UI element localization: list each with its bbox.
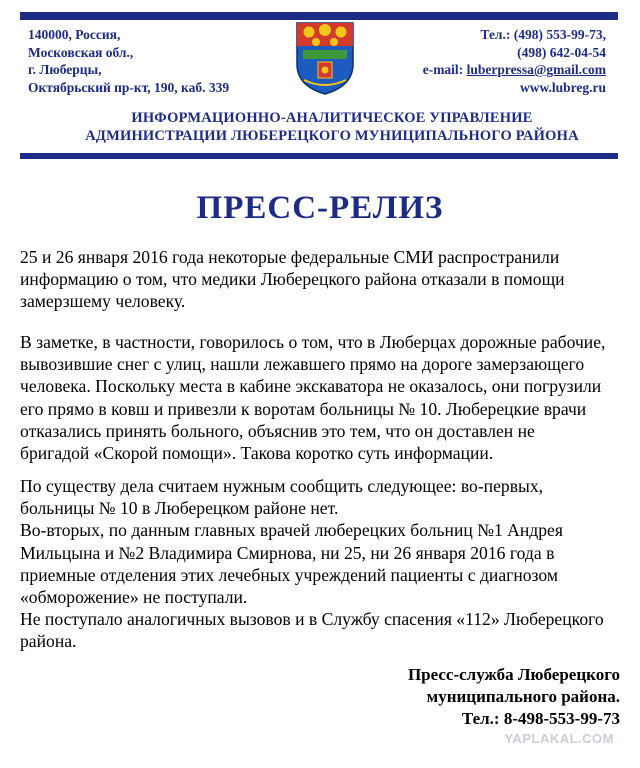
document-title: ПРЕСС-РЕЛИЗ (196, 190, 444, 226)
text-line: бригадой «Скорой помощи». Такова коротко суть информации. (20, 443, 494, 464)
contact-block (423, 26, 606, 96)
address-line: Московская обл., (28, 44, 134, 60)
org-name-line: ИНФОРМАЦИОННО-АНАЛИТИЧЕСКОЕ УПРАВЛЕНИЕ (131, 110, 533, 126)
text-line: «обморожение» не поступали. (20, 587, 248, 608)
text-line: 25 и 26 января 2016 года некоторые федеральные СМИ распространили (20, 247, 560, 267)
text-line: Не поступало аналогичных вызовов и в Службу спасения «112» Люберецкого (20, 609, 604, 630)
text-line: замерзшему человеку. (20, 291, 186, 312)
org-name-line: АДМИНИСТРАЦИИ ЛЮБЕРЕЦКОГО МУНИЦИПАЛЬНОГО РАЙОНА (85, 128, 579, 144)
signature-block (408, 664, 620, 730)
paragraph (20, 246, 630, 313)
website-link[interactable]: www.lubreg.ru (519, 79, 606, 95)
text-line: вывозившие снег с улиц, нашли лежавшего прямо на дороге замерзающего (20, 354, 585, 375)
address-line: г. Люберцы, (28, 62, 102, 77)
email-line (423, 61, 606, 79)
paragraph (20, 331, 630, 464)
signature-line: муниципального района. (426, 687, 620, 706)
text-line: приемные отделения этих лечебных учреждений пациенты с диагнозом (20, 564, 559, 585)
address-block (28, 26, 229, 96)
text-line: человека. Поскольку места в кабине экскаватора не оказалось, они погрузили (20, 376, 602, 397)
text-line: По существу дела считаем нужным сообщить следующее: во-первых, (20, 476, 544, 496)
text-line: отказались принять больного, объяснив это тем, что он доставлен не (20, 420, 535, 441)
text-line: района. (20, 631, 77, 652)
text-line: В заметке, в частности, говорилось о том, что в Люберцах дорожные рабочие, (20, 332, 606, 352)
signature-line: Тел.: 8-498-553-99-73 (461, 709, 620, 728)
email-link[interactable]: luberpressa@gmail.com (466, 62, 606, 77)
phone-line: (498) 642-04-54 (517, 44, 606, 60)
email-label: e-mail: (422, 62, 467, 77)
signature-line: Пресс-служба Люберецкого (407, 665, 620, 684)
paragraph (20, 475, 630, 653)
text-line: больницы № 10 в Люберецком районе нет. (20, 498, 339, 519)
watermark: YAPLAKAL.COM (504, 731, 614, 746)
text-line: информацию о том, что медики Люберецкого района отказали в помощи (20, 269, 565, 290)
address-line: 140000, Россия, (28, 27, 121, 42)
text-line: Во-вторых, по данным главных врачей люберецких больниц №1 Андрея (20, 520, 563, 541)
coat-of-arms-icon (294, 20, 356, 96)
header-top-rule (20, 12, 618, 20)
header-bottom-rule (20, 153, 618, 159)
address-line: Октябрьский пр-кт, 190, каб. 339 (28, 79, 230, 95)
text-line: Мильцына и №2 Владимира Смирнова, ни 25, ни 26 января 2016 года в (20, 542, 555, 563)
text-line: его прямо в ковш и привезли к воротам больницы № 10. Люберецкие врачи (20, 398, 587, 419)
phone-line: Тел.: (498) 553-99-73, (480, 27, 606, 42)
